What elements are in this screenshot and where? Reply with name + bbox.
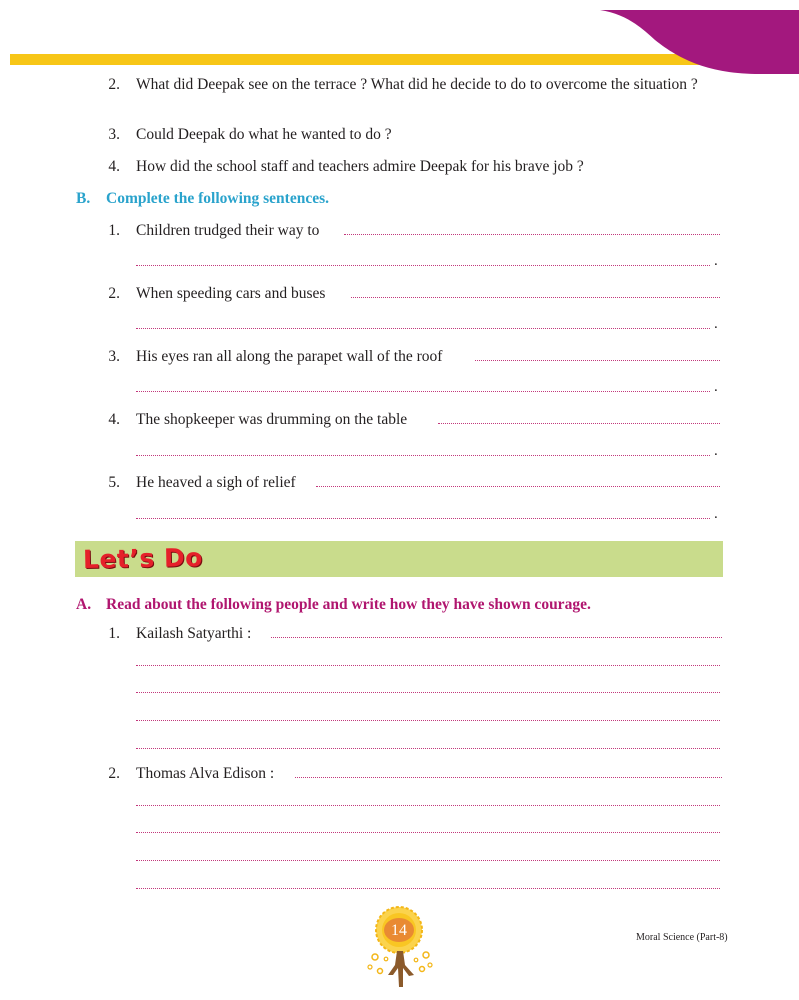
person-1-name: Kailash Satyarthi : [136,625,252,642]
person-2-blank-line-3[interactable] [136,832,720,833]
section-a-letter: A. [76,596,92,613]
sentence-2-blank[interactable] [351,297,720,298]
sentence-3-blank-line-2[interactable] [136,391,710,392]
sentence-4-text: The shopkeeper was drumming on the table [136,411,408,428]
sentence-2-period: . [714,316,718,332]
lets-do-title: Let’s Do [82,542,204,575]
sentence-5-number: 5. [108,474,120,491]
sentence-1-period: . [714,253,718,269]
sentence-1-blank[interactable] [344,234,720,235]
question-3-text: Could Deepak do what he wanted to do ? [136,126,392,143]
question-4-text: How did the school staff and teachers admire Deepak for his brave job ? [136,158,584,175]
sentence-2-blank-line-2[interactable] [136,328,710,329]
person-1-blank-line-2[interactable] [136,665,720,666]
sentence-2-text: When speeding cars and buses [136,285,326,302]
lets-do-banner [75,541,723,577]
person-2-number: 2. [108,765,120,782]
header-magenta-shape [560,0,799,80]
sentence-3-number: 3. [108,348,120,365]
section-b-heading: Complete the following sentences. [106,190,329,207]
section-b-letter: B. [76,190,91,207]
book-title: Moral Science (Part-8) [636,932,728,943]
person-2-blank-line-2[interactable] [136,805,720,806]
sentence-5-blank-line-2[interactable] [136,518,710,519]
person-1-blank-line-3[interactable] [136,692,720,693]
question-4-number: 4. [108,158,120,175]
person-2-blank-line-4[interactable] [136,860,720,861]
question-3-number: 3. [108,126,120,143]
sentence-1-blank-line-2[interactable] [136,265,710,266]
sentence-4-blank-line-2[interactable] [136,455,710,456]
person-2-blank[interactable] [295,777,722,778]
sentence-5-blank[interactable] [316,486,720,487]
sentence-4-period: . [714,443,718,459]
question-2-number: 2. [108,76,120,93]
sentence-3-period: . [714,379,718,395]
person-1-number: 1. [108,625,120,642]
sentence-5-text: He heaved a sigh of relief [136,474,296,491]
person-1-blank[interactable] [271,637,722,638]
sentence-4-blank[interactable] [438,423,720,424]
person-2-blank-line-5[interactable] [136,888,720,889]
person-1-blank-line-5[interactable] [136,748,720,749]
person-2-name: Thomas Alva Edison : [136,765,275,782]
sentence-4-number: 4. [108,411,120,428]
sentence-3-text: His eyes ran all along the parapet wall of the roof [136,348,443,365]
question-2-text: What did Deepak see on the terrace ? What did he decide to do to overcome the situation ? [136,76,698,93]
sentence-3-blank[interactable] [475,360,720,361]
page-number: 14 [391,922,407,939]
sentence-2-number: 2. [108,285,120,302]
person-1-blank-line-4[interactable] [136,720,720,721]
sentence-1-number: 1. [108,222,120,239]
sentence-5-period: . [714,506,718,522]
section-a-heading: Read about the following people and write how they have shown courage. [106,596,591,613]
sentence-1-text: Children trudged their way to [136,222,320,239]
